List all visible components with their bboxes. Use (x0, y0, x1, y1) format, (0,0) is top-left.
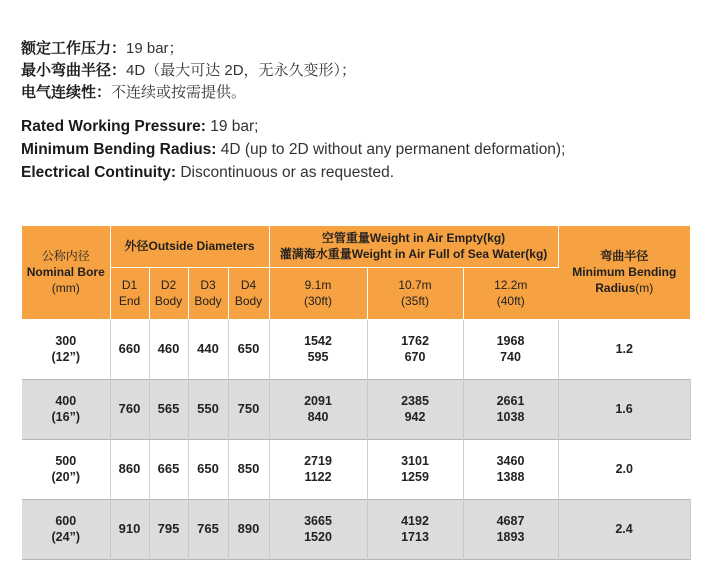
cell-weight-2: 1762 670 (367, 319, 463, 379)
hose-spec-table (22, 226, 691, 560)
header-length-3: 12.2m (40ft) (463, 267, 558, 319)
cell-weight-3: 4687 1893 (463, 499, 558, 559)
spec-continuity-en: Electrical Continuity: Discontinuous or as requested. (21, 164, 395, 181)
cell-od-1: 760 (110, 379, 149, 439)
header-nominal-bore: 公称内径 Nominal Bore (mm) (22, 226, 110, 319)
cell-bore: 400 (16”) (22, 379, 110, 439)
cell-od-3: 550 (188, 379, 228, 439)
header-bending-radius: 弯曲半径 Minimum Bending Radius(m) (558, 226, 690, 319)
cell-od-4: 850 (228, 439, 269, 499)
cell-od-3: 650 (188, 439, 228, 499)
cell-radius: 2.4 (558, 499, 690, 559)
cell-bore: 300 (12”) (22, 319, 110, 379)
cell-od-1: 910 (110, 499, 149, 559)
header-od-4: D4 Body (228, 267, 269, 319)
cell-od-4: 890 (228, 499, 269, 559)
cell-od-2: 665 (149, 439, 188, 499)
cell-weight-3: 2661 1038 (463, 379, 558, 439)
header-length-1: 9.1m (30ft) (269, 267, 367, 319)
cell-od-2: 565 (149, 379, 188, 439)
cell-radius: 2.0 (558, 439, 690, 499)
cell-weight-3: 3460 1388 (463, 439, 558, 499)
cell-od-2: 795 (149, 499, 188, 559)
cell-weight-3: 1968 740 (463, 319, 558, 379)
cell-weight-1: 3665 1520 (269, 499, 367, 559)
cell-od-1: 860 (110, 439, 149, 499)
cell-radius: 1.2 (558, 319, 690, 379)
cell-weight-2: 3101 1259 (367, 439, 463, 499)
header-od-1: D1 End (110, 267, 149, 319)
spec-pressure-cn: 额定工作压力：19 bar； (21, 40, 184, 57)
cell-weight-2: 4192 1713 (367, 499, 463, 559)
spec-radius-en: Minimum Bending Radius: 4D (up to 2D without any permanent deformation); (21, 141, 566, 158)
table-row (22, 319, 690, 379)
cell-weight-1: 1542 595 (269, 319, 367, 379)
table-row (22, 379, 690, 439)
spec-pressure-en: Rated Working Pressure: 19 bar; (21, 118, 259, 135)
spec-radius-cn: 最小弯曲半径：4D（最大可达 2D，无永久变形）； (21, 62, 357, 79)
cell-od-4: 750 (228, 379, 269, 439)
spec-continuity-cn: 电气连续性：不连续或按需提供。 (21, 84, 247, 101)
cell-od-2: 460 (149, 319, 188, 379)
table-header (22, 226, 690, 319)
header-weights: 空管重量Weight in Air Empty(kg) 灌满海水重量Weight in Air Full of Sea Water(kg) (269, 226, 558, 267)
cell-od-3: 765 (188, 499, 228, 559)
cell-bore: 500 (20”) (22, 439, 110, 499)
header-od-3: D3 Body (188, 267, 228, 319)
cell-od-3: 440 (188, 319, 228, 379)
cell-od-4: 650 (228, 319, 269, 379)
cell-od-1: 660 (110, 319, 149, 379)
header-outside-diameters: 外径Outside Diameters (110, 226, 269, 267)
cell-radius: 1.6 (558, 379, 690, 439)
cell-weight-1: 2091 840 (269, 379, 367, 439)
cell-weight-1: 2719 1122 (269, 439, 367, 499)
cell-weight-2: 2385 942 (367, 379, 463, 439)
cell-bore: 600 (24”) (22, 499, 110, 559)
header-od-2: D2 Body (149, 267, 188, 319)
header-length-2: 10.7m (35ft) (367, 267, 463, 319)
table-body (22, 319, 690, 559)
table-row (22, 499, 690, 559)
table-row (22, 439, 690, 499)
